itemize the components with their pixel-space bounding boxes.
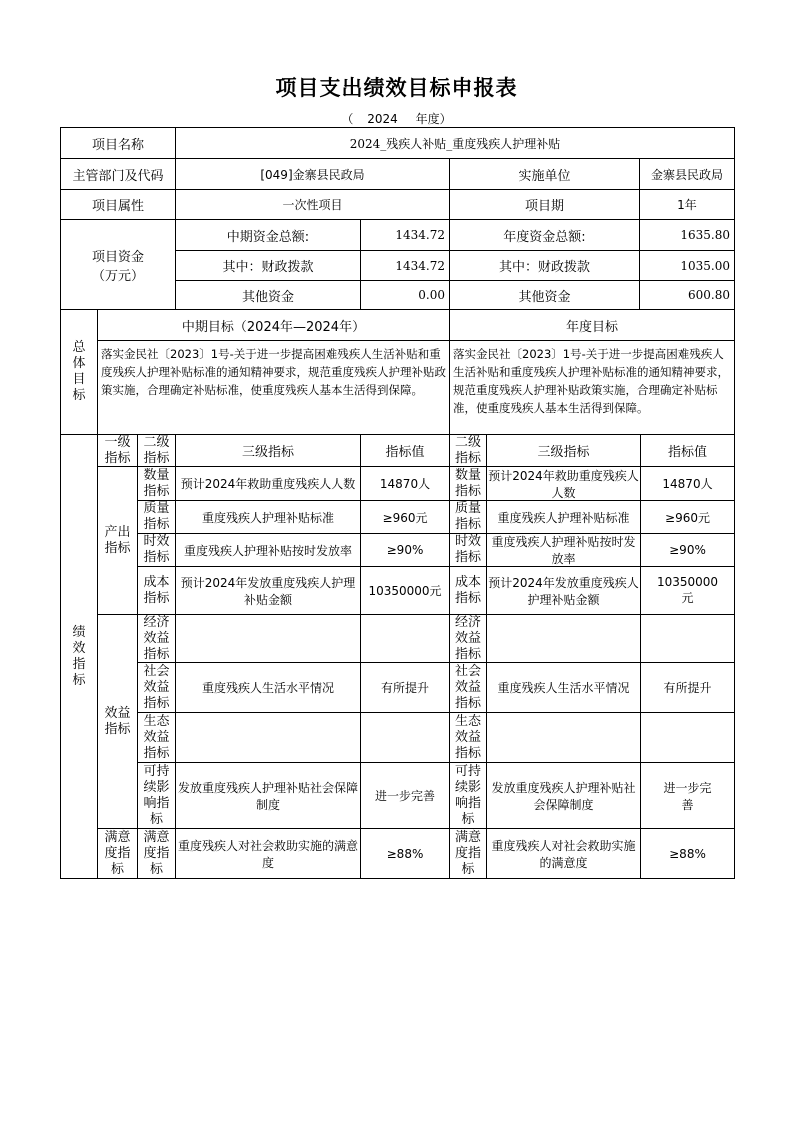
- indicator-row-5-value-text: 有所提升: [380, 681, 429, 695]
- indicator-row-3-l2-year: [449, 566, 487, 615]
- year-total-value: [639, 219, 735, 251]
- funds-label-text: 项目资金 （万元）: [91, 249, 144, 284]
- mid-target-text-text: 落实金民社〔2023〕1号-关于进一步提高困难残疾人生活补贴和重度残疾人护理补贴标准的通知精神要求，规范重度残疾人护理补贴政策实施，合理确定补贴标准，使重度残疾人基本生活得到保障。: [101, 347, 446, 397]
- mid-total-value: [360, 219, 450, 251]
- indicator-row-2-l2-year: [449, 533, 487, 567]
- indicator-row-6-l3: [175, 712, 361, 763]
- indicator-row-3-l3-text: 预计2024年发放重度残疾人护理补贴金额: [180, 575, 356, 607]
- indicator-row-6-l2-text: 生态 效益 指标: [143, 713, 170, 761]
- indicator-row-8-value-year-text: ≥88%: [669, 846, 706, 861]
- project-name-value-text: 2024_残疾人补贴_重度残疾人护理补贴: [349, 136, 561, 151]
- indicator-row-7-l3-text: 发放重度残疾人护理补贴社会保障制度: [177, 780, 358, 812]
- mid-total-label: [175, 219, 361, 251]
- indicator-row-7-l2-text: 可持 续影 响指 标: [143, 763, 170, 827]
- indicator-row-2-value-year: [640, 533, 735, 567]
- indicator-row-2-l3-year-text: 重度残疾人护理补贴按时发放率: [491, 535, 636, 566]
- mid-fiscal-value-text: 1434.72: [395, 258, 445, 273]
- year-fiscal-label: [449, 250, 640, 281]
- indicator-row-3-l2-text: 成本 指标: [143, 574, 170, 606]
- indicator-row-0-value-text: 14870人: [379, 477, 431, 491]
- period-label: [449, 189, 640, 220]
- output-indicator-label-text: 产出 指标: [104, 524, 131, 556]
- satisfaction-indicator-label-text: 满意 度指 标: [104, 829, 131, 877]
- satisfaction-indicator-label: [97, 828, 138, 879]
- level3-header-year: [486, 434, 641, 467]
- indicator-row-7-l3: [175, 762, 361, 829]
- indicator-row-3-value-year-text: 10350000 元: [656, 575, 719, 605]
- indicator-row-0-l3-year: [486, 466, 641, 501]
- department-value: [175, 158, 450, 190]
- mid-other-label-text: 其他资金: [241, 289, 294, 305]
- indicator-row-2-value: [360, 533, 450, 567]
- indicator-row-1-l3: [175, 500, 361, 534]
- value-header-year-text: 指标值: [667, 445, 707, 460]
- value-header-text: 指标值: [385, 445, 425, 460]
- period-label-text: 项目期: [524, 199, 564, 214]
- indicator-row-3-l3-year: [486, 566, 641, 615]
- indicator-row-0-value-year: [640, 466, 735, 501]
- funds-label: [60, 219, 176, 310]
- indicator-row-1-l2-year: [449, 500, 487, 534]
- indicator-row-0-l2-year-text: 数量 指标: [454, 467, 481, 499]
- level2-header-year-text: 二级 指标: [454, 434, 481, 466]
- indicator-row-4-l2-year-text: 经济 效益 指标: [454, 614, 481, 662]
- indicator-row-7-value-year-text: 进一步完 善: [663, 780, 712, 812]
- level3-header-text: 三级指标: [241, 445, 294, 460]
- indicator-row-2-l2-year-text: 时效 指标: [454, 534, 481, 565]
- output-indicator-label: [97, 466, 138, 615]
- impl-unit-label: [449, 158, 640, 190]
- indicator-row-3-l3-year-text: 预计2024年发放重度残疾人护理补贴金额: [488, 575, 639, 607]
- perf-label-text: 绩 效 指 标: [72, 624, 86, 688]
- attribute-value: [175, 189, 450, 220]
- indicator-row-2-l2-text: 时效 指标: [143, 534, 170, 565]
- period-value-text: 1年: [677, 198, 697, 212]
- indicator-row-2-l3-year: [486, 533, 641, 567]
- indicator-row-7-value: [360, 762, 450, 829]
- year-other-value-text: 600.80: [688, 288, 730, 302]
- indicator-row-4-value-year: [640, 614, 735, 663]
- indicator-row-5-l3-text: 重度残疾人生活水平情况: [201, 681, 334, 695]
- indicator-row-5-value: [360, 662, 450, 713]
- mid-fiscal-value: [360, 250, 450, 281]
- level3-header-year-text: 三级指标: [537, 445, 590, 460]
- indicator-row-4-value: [360, 614, 450, 663]
- page-title: 项目支出绩效目标申报表: [275, 76, 518, 100]
- impl-unit-value-text: 金寨县民政局: [650, 167, 723, 182]
- indicator-row-5-l2-year-text: 社会 效益 指标: [454, 663, 481, 711]
- indicator-row-2-l3: [175, 533, 361, 567]
- year-total-label-text: 年度资金总额:: [503, 229, 586, 245]
- mid-total-label-text: 中期资金总额:: [226, 229, 310, 245]
- year-line: [0, 110, 793, 127]
- department-label: [60, 158, 176, 190]
- value-header-year: [640, 434, 735, 467]
- indicator-row-7-l2: [137, 762, 176, 829]
- indicator-row-1-l2-text: 质量 指标: [143, 501, 170, 532]
- impl-unit-label-text: 实施单位: [518, 168, 571, 184]
- indicator-row-6-value-year: [640, 712, 735, 763]
- mid-other-value: [360, 280, 450, 310]
- indicator-row-7-l3-year-text: 发放重度残疾人护理补贴社会保障制度: [491, 780, 636, 812]
- indicator-row-3-l3: [175, 566, 361, 615]
- indicator-row-5-l2-text: 社会 效益 指标: [143, 663, 170, 711]
- indicator-row-3-l2-year-text: 成本 指标: [454, 574, 481, 606]
- level3-header: [175, 434, 361, 467]
- indicator-row-8-l3-year-text: 重度残疾人对社会救助实施的满意度: [491, 838, 636, 870]
- year-fiscal-value-text: 1035.00: [680, 258, 730, 273]
- indicator-row-6-l3-year: [486, 712, 641, 763]
- benefit-indicator-label-text: 效益 指标: [104, 705, 131, 737]
- year-open: （: [341, 112, 354, 126]
- indicator-row-4-l3: [175, 614, 361, 663]
- indicator-row-1-l3-year-text: 重度残疾人护理补贴标准: [497, 510, 630, 525]
- indicator-row-1-l2-year-text: 质量 指标: [454, 501, 481, 532]
- year-other-label: [449, 280, 640, 310]
- year-other-label-text: 其他资金: [518, 289, 571, 305]
- department-label-text: 主管部门及代码: [72, 168, 164, 184]
- indicator-row-5-l2: [137, 662, 176, 713]
- indicator-row-7-l3-year: [486, 762, 641, 829]
- indicator-row-8-l3-year: [486, 828, 641, 879]
- attribute-label-text: 项目属性: [91, 199, 144, 214]
- indicator-row-5-value-year-text: 有所提升: [663, 681, 712, 695]
- impl-unit-value: [639, 158, 735, 190]
- indicator-row-3-value: [360, 566, 450, 615]
- period-value: [639, 189, 735, 220]
- indicator-row-8-l2-text: 满意 度指 标: [143, 829, 170, 877]
- mid-total-value-text: 1434.72: [395, 228, 445, 242]
- overall-target-label-text: 总 体 目 标: [72, 340, 86, 403]
- indicator-row-7-value-text: 进一步完善: [374, 789, 435, 803]
- indicator-row-6-l2-year: [449, 712, 487, 763]
- indicator-row-2-value-year-text: ≥90%: [669, 543, 706, 557]
- department-value-text: [049]金寨县民政局: [260, 167, 365, 182]
- indicator-row-4-l2: [137, 614, 176, 663]
- indicator-row-1-l2: [137, 500, 176, 534]
- indicator-row-0-l3-text: 预计2024年救助重度残疾人人数: [180, 477, 356, 491]
- indicator-row-0-l2-year: [449, 466, 487, 501]
- level1-header-text: 一级 指标: [104, 434, 131, 466]
- indicator-row-0-l3-year-text: 预计2024年救助重度残疾人人数: [488, 468, 639, 500]
- year-target-header: [449, 309, 735, 341]
- project-name-label-text: 项目名称: [91, 137, 144, 153]
- indicator-row-1-value-year-text: ≥960元: [665, 510, 710, 525]
- project-name-label: [60, 127, 176, 159]
- indicator-row-1-value-text: ≥960元: [382, 510, 428, 525]
- mid-fiscal-label-text: 其中：财政拨款: [222, 260, 314, 275]
- indicator-row-8-value-year: [640, 828, 735, 879]
- year-target-text-text: 落实金民社〔2023〕1号-关于进一步提高困难残疾人生活补贴和重度残疾人护理补贴标准的通知精神要求，规范重度残疾人护理补贴政策实施，合理确定补贴标准，使重度残疾人基本生活得到保障。: [453, 347, 729, 415]
- overall-target-label: [60, 309, 98, 435]
- indicator-row-1-value-year: [640, 500, 735, 534]
- indicator-row-0-l2: [137, 466, 176, 501]
- year-fiscal-value: [639, 250, 735, 281]
- level2-header-year: [449, 434, 487, 467]
- year-suffix: 年度）: [415, 112, 452, 126]
- indicator-row-6-l2-year-text: 生态 效益 指标: [454, 713, 481, 761]
- indicator-row-5-l3: [175, 662, 361, 713]
- year-other-value: [639, 280, 735, 310]
- year-value: 2024: [367, 112, 398, 126]
- indicator-row-4-l2-text: 经济 效益 指标: [143, 614, 170, 662]
- indicator-row-1-value: [360, 500, 450, 534]
- project-name-value: [175, 127, 735, 159]
- indicator-row-2-l3-text: 重度残疾人护理补贴按时发放率: [183, 543, 352, 558]
- indicator-row-5-value-year: [640, 662, 735, 713]
- indicator-row-0-value-year-text: 14870人: [662, 477, 713, 491]
- level2-header: [137, 434, 176, 467]
- level1-header: [97, 434, 138, 467]
- indicator-row-8-l2: [137, 828, 176, 879]
- indicator-row-0-l2-text: 数量 指标: [143, 467, 170, 499]
- indicator-row-7-value-year: [640, 762, 735, 829]
- attribute-value-text: 一次性项目: [282, 198, 343, 212]
- indicator-row-8-value-text: ≥88%: [386, 846, 424, 861]
- indicator-row-8-l3: [175, 828, 361, 879]
- mid-fiscal-label: [175, 250, 361, 281]
- year-target-header-text: 年度目标: [565, 319, 618, 335]
- mid-target-header: [97, 309, 450, 341]
- indicator-row-0-l3: [175, 466, 361, 501]
- attribute-label: [60, 189, 176, 220]
- indicator-row-5-l3-year-text: 重度残疾人生活水平情况: [497, 681, 630, 695]
- indicator-row-4-l3-year: [486, 614, 641, 663]
- indicator-row-0-value: [360, 466, 450, 501]
- year-total-value-text: 1635.80: [680, 228, 730, 242]
- indicator-row-3-value-text: 10350000元: [368, 584, 442, 598]
- indicator-row-7-l2-year: [449, 762, 487, 829]
- perf-label: [60, 434, 98, 879]
- year-fiscal-label-text: 其中：财政拨款: [498, 260, 590, 275]
- indicator-row-8-value: [360, 828, 450, 879]
- indicator-row-6-l2: [137, 712, 176, 763]
- indicator-row-8-l3-text: 重度残疾人对社会救助实施的满意度: [177, 838, 358, 870]
- indicator-row-4-l2-year: [449, 614, 487, 663]
- level2-header-text: 二级 指标: [143, 434, 170, 466]
- mid-other-value-text: 0.00: [418, 288, 445, 302]
- indicator-row-5-l3-year: [486, 662, 641, 713]
- indicator-row-6-value: [360, 712, 450, 763]
- benefit-indicator-label: [97, 614, 138, 829]
- indicator-row-3-l2: [137, 566, 176, 615]
- mid-target-text: [97, 340, 450, 435]
- mid-target-header-text: 中期目标（2024年—2024年）: [181, 319, 366, 335]
- indicator-row-8-l2-year: [449, 828, 487, 879]
- year-target-text: [449, 340, 735, 435]
- year-total-label: [449, 219, 640, 251]
- indicator-row-5-l2-year: [449, 662, 487, 713]
- indicator-row-8-l2-year-text: 满意 度指 标: [454, 829, 481, 877]
- mid-other-label: [175, 280, 361, 310]
- indicator-row-3-value-year: [640, 566, 735, 615]
- indicator-row-1-l3-text: 重度残疾人护理补贴标准: [201, 510, 334, 525]
- indicator-row-2-value-text: ≥90%: [386, 543, 424, 557]
- indicator-row-1-l3-year: [486, 500, 641, 534]
- indicator-row-7-l2-year-text: 可持 续影 响指 标: [454, 763, 481, 827]
- value-header: [360, 434, 450, 467]
- indicator-row-2-l2: [137, 533, 176, 567]
